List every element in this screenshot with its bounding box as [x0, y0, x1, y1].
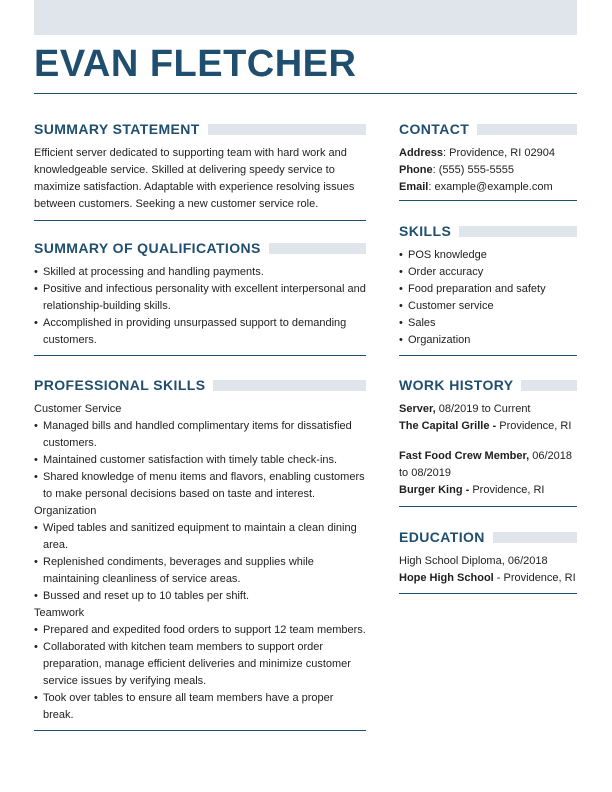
job-company: Burger King - — [399, 484, 470, 496]
qualifications-header — [34, 240, 366, 256]
list-item: • Skilled at processing and handling payments. — [34, 264, 366, 281]
school-name: Hope High School — [399, 572, 494, 584]
name-divider — [34, 93, 577, 94]
job-role: Server, — [399, 403, 436, 415]
list-item: • Maintained customer satisfaction with timely table check-ins. — [34, 452, 366, 469]
school-location: - Providence, RI — [493, 572, 576, 584]
phone-label: Phone — [399, 164, 433, 176]
education-title: EDUCATION — [399, 529, 485, 545]
address-value: : Providence, RI 02904 — [443, 147, 555, 159]
qualifications-divider — [34, 355, 366, 356]
education-school — [399, 570, 577, 587]
list-item: • Prepared and expedited food orders to support 12 team members. — [34, 622, 366, 639]
skill-group-list — [34, 520, 366, 605]
job-role: Fast Food Crew Member, — [399, 450, 530, 462]
contact-divider — [399, 200, 577, 201]
summary-text: Efficient server dedicated to supporting team with hard work and knowledgeable service. Skilled at delivering speedy service to maximize satisfaction. Adaptable with experience resolving issues between customers. Seeking a new customer service role. — [34, 147, 355, 210]
list-item: • Organization — [399, 332, 577, 349]
list-item: • Shared knowledge of menu items and flavors, enabling customers to make personal decisions based on taste and interest. — [34, 469, 366, 503]
list-item: • Collaborated with kitchen team members to support order preparation, manage efficient deliveries and minimize customer service issues by verifying meals. — [34, 639, 366, 690]
contact-header — [399, 121, 577, 137]
qualifications-section — [34, 240, 366, 356]
skill-group-heading: Customer Service — [34, 403, 122, 415]
email-label: Email — [399, 181, 429, 193]
education-section — [399, 529, 577, 594]
list-item: • Positive and infectious personality with excellent interpersonal and relationship-building skills. — [34, 281, 366, 315]
skills-title: SKILLS — [399, 223, 452, 239]
summary-title-bar — [208, 124, 366, 135]
contact-address — [399, 145, 577, 162]
professional-skills-title: PROFESSIONAL SKILLS — [34, 377, 206, 393]
summary-title: SUMMARY STATEMENT — [34, 121, 200, 137]
list-item: • Food preparation and safety — [399, 281, 577, 298]
skills-header — [399, 223, 577, 239]
list-item: • Took over tables to ensure all team members have a proper break. — [34, 690, 366, 724]
skills-list — [399, 247, 577, 349]
skill-group-heading: Teamwork — [34, 607, 85, 619]
skill-group-list — [34, 622, 366, 724]
contact-email — [399, 179, 577, 196]
job-dates: 06/2018 to 08/2019 — [399, 450, 573, 479]
professional-skills-header — [34, 377, 366, 393]
email-value: : example@example.com — [428, 181, 553, 193]
list-item: • Order accuracy — [399, 264, 577, 281]
list-item: • Replenished condiments, beverages and supplies while maintaining cleanliness of service areas. — [34, 554, 366, 588]
work-history-section — [399, 377, 577, 507]
job-company: The Capital Grille - — [399, 420, 497, 432]
work-history-header — [399, 377, 577, 393]
education-header — [399, 529, 577, 545]
list-item: • Accomplished in providing unsurpassed support to demanding customers. — [34, 315, 366, 349]
professional-skills-section — [34, 377, 366, 731]
list-item: • Customer service — [399, 298, 577, 315]
work-history-title-bar — [521, 380, 577, 391]
professional-skills-title-bar — [213, 380, 366, 391]
qualifications-title-bar — [269, 243, 366, 254]
job-entry — [399, 448, 577, 482]
phone-value: : (555) 555-5555 — [432, 164, 514, 176]
contact-title-bar — [477, 124, 577, 135]
list-item: • POS knowledge — [399, 247, 577, 264]
job-entry — [399, 401, 577, 418]
skill-group-list — [34, 418, 366, 503]
skills-divider — [399, 355, 577, 356]
list-item: • Bussed and reset up to 10 tables per shift. — [34, 588, 366, 605]
qualifications-list — [34, 264, 366, 349]
skills-title-bar — [459, 226, 577, 237]
education-title-bar — [493, 532, 577, 543]
professional-skills-divider — [34, 730, 366, 731]
list-item: • Sales — [399, 315, 577, 332]
summary-section — [34, 121, 366, 221]
job-employer — [399, 482, 577, 499]
contact-title: CONTACT — [399, 121, 470, 137]
candidate-name: EVAN FLETCHER — [34, 43, 357, 85]
summary-header — [34, 121, 366, 137]
list-item: • Wiped tables and sanitized equipment to maintain a clean dining area. — [34, 520, 366, 554]
work-history-divider — [399, 506, 577, 507]
education-degree: High School Diploma, 06/2018 — [399, 555, 548, 567]
job-dates: 08/2019 to Current — [435, 403, 531, 415]
address-label: Address — [399, 147, 444, 159]
education-divider — [399, 593, 577, 594]
job-employer — [399, 418, 577, 435]
list-item: • Managed bills and handled complimentary items for dissatisfied customers. — [34, 418, 366, 452]
job-location: Providence, RI — [469, 484, 545, 496]
summary-divider — [34, 220, 366, 221]
work-history-title: WORK HISTORY — [399, 377, 514, 393]
skill-group-heading: Organization — [34, 505, 97, 517]
contact-phone — [399, 162, 577, 179]
qualifications-title: SUMMARY OF QUALIFICATIONS — [34, 240, 261, 256]
job-location: Providence, RI — [496, 420, 572, 432]
contact-section — [399, 121, 577, 201]
skills-section — [399, 223, 577, 356]
header-band — [34, 0, 577, 35]
